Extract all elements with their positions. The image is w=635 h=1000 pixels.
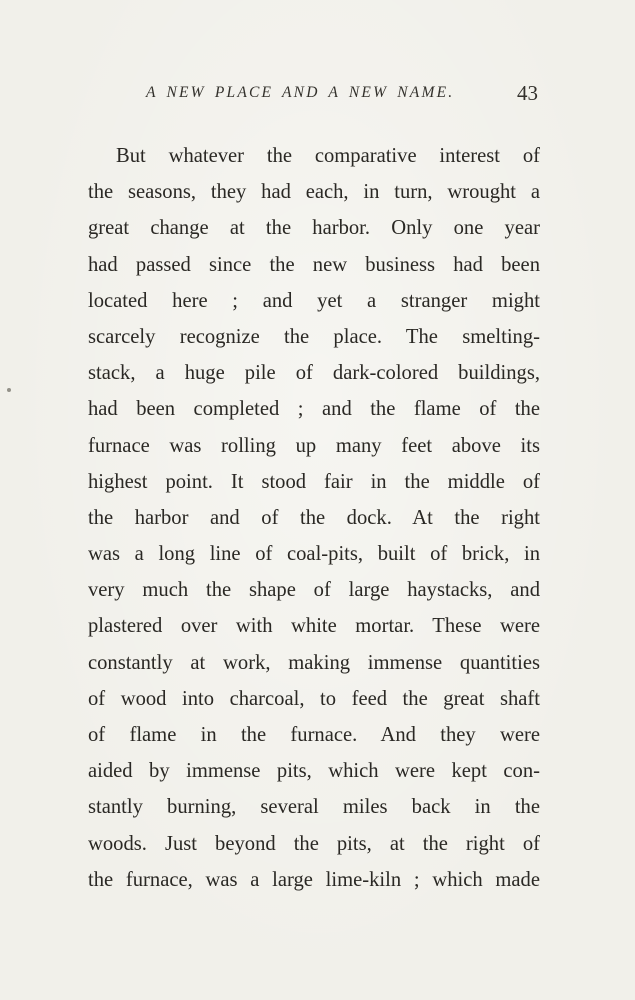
text-line: had passed since the new business had been (88, 253, 540, 276)
text-line: the seasons, they had each, in turn, wrought a (88, 181, 540, 204)
text-line: of flame in the furnace. And they were (88, 724, 540, 746)
text-line: aided by immense pits, which were kept con- (88, 760, 540, 783)
text-line: constantly at work, making immense quantities (88, 651, 540, 674)
text-line: the harbor and of the dock. At the right (88, 506, 540, 529)
text-line: furnace was rolling up many feet above its (88, 434, 540, 457)
text-line: But whatever the comparative interest of (116, 145, 540, 167)
text-line: plastered over with white mortar. These were (88, 615, 540, 638)
text-line: woods. Just beyond the pits, at the right of (88, 832, 540, 855)
running-head (88, 81, 542, 110)
text-line: great change at the harbor. Only one year (88, 217, 540, 240)
body-text (88, 138, 540, 898)
text-line: stack, a huge pile of dark-colored buildings, (88, 362, 540, 385)
text-line: scarcely recognize the place. The smelting- (88, 325, 540, 348)
running-title: A NEW PLACE AND A NEW NAME. (146, 84, 455, 101)
text-line: was a long line of coal-pits, built of brick, in (88, 543, 540, 566)
print-speck (7, 388, 11, 392)
text-line: very much the shape of large haystacks, and (88, 579, 540, 602)
text-line: stantly burning, several miles back in the (88, 796, 540, 819)
text-line: had been completed ; and the flame of the (88, 398, 540, 421)
page-number: 43 (517, 81, 538, 105)
text-line: located here ; and yet a stranger might (88, 289, 540, 312)
text-line: of wood into charcoal, to feed the great shaft (88, 687, 540, 710)
text-line: the furnace, was a large lime-kiln ; which made (88, 868, 540, 891)
text-line: highest point. It stood fair in the middle of (88, 470, 540, 493)
